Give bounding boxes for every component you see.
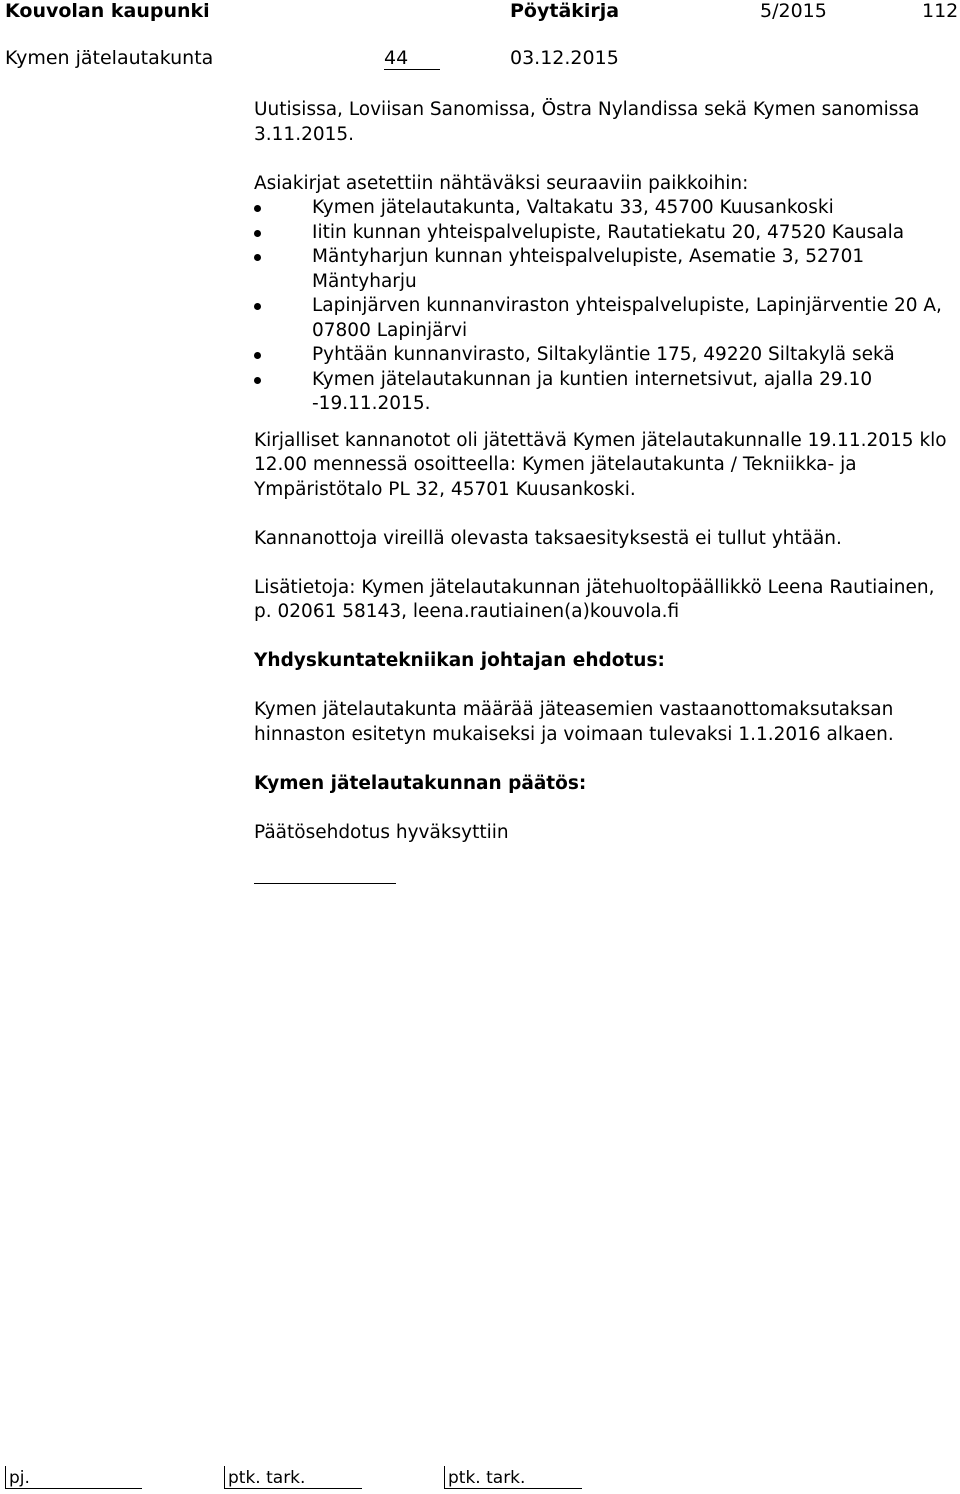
- section-number: 44: [384, 47, 440, 70]
- decision-text: Päätösehdotus hyväksyttiin: [254, 821, 509, 843]
- intro-paragraph: Uutisissa, Loviisan Sanomissa, Östra Nylandissa sekä Kymen sanomissa 3.11.2015.: [254, 99, 920, 145]
- proposal-text: Kymen jätelautakunta määrää jäteasemien vastaanottomaksutaksan hinnaston esitetyn mukaiseksi ja voimaan tulevaksi 1.1.2016 alkaen.: [254, 699, 894, 745]
- document-number: 5/2015: [760, 0, 827, 22]
- bullet-icon: [254, 230, 261, 237]
- bullet-icon: [254, 254, 261, 261]
- chair-label: pj.: [9, 1468, 30, 1488]
- bullet-icon: [254, 303, 261, 310]
- no-statements-paragraph: Kannanottoja vireillä olevasta taksaesityksestä ei tullut yhtään.: [254, 527, 842, 549]
- bullet-icon: [254, 205, 261, 212]
- list-item: Pyhtään kunnanvirasto, Siltakyläntie 175, 49220 Siltakylä sekä: [254, 343, 954, 368]
- bullet-icon: [254, 377, 261, 384]
- document-body: [254, 98, 954, 884]
- committee-name: Kymen jätelautakunta: [5, 47, 214, 69]
- decision-heading: Kymen jätelautakunnan päätös:: [254, 772, 587, 794]
- document-type: Pöytäkirja: [510, 0, 620, 22]
- locations-list: [254, 196, 954, 417]
- list-item: Iitin kunnan yhteispalvelupiste, Rautatiekatu 20, 47520 Kausala: [254, 221, 954, 246]
- list-item: Mäntyharjun kunnan yhteispalvelupiste, Asematie 3, 52701 Mäntyharju: [254, 245, 954, 294]
- list-item: Kymen jätelautakunnan ja kuntien internetsivut, ajalla 29.10 -19.11.2015.: [254, 368, 954, 417]
- footer: [0, 1466, 960, 1490]
- bullet-icon: [254, 352, 261, 359]
- list-item: Lapinjärven kunnanviraston yhteispalvelupiste, Lapinjärventie 20 A, 07800 Lapinjärvi: [254, 294, 954, 343]
- locations-intro: Asiakirjat asetettiin nähtäväksi seuraaviin paikkoihin:: [254, 172, 749, 194]
- page-number: 112: [922, 0, 959, 22]
- list-item: Kymen jätelautakunta, Valtakatu 33, 45700 Kuusankoski: [254, 196, 954, 221]
- proposal-heading: Yhdyskuntatekniikan johtajan ehdotus:: [254, 650, 665, 671]
- statements-paragraph: Kirjalliset kannanotot oli jätettävä Kymen jätelautakunnalle 19.11.2015 klo 12.00 mennessä osoitteella: Kymen jätelautakunta / Tekniikka- ja Ympäristötalo PL 32, 45701 Kuusankoski.: [254, 429, 947, 500]
- info-paragraph: Lisätietoja: Kymen jätelautakunnan jätehuoltopäällikkö Leena Rautiainen, p. 02061 58143, leena.rautiainen(a)kouvola.fi: [254, 576, 935, 622]
- meeting-date: 03.12.2015: [510, 47, 619, 69]
- checker2-label: ptk. tark.: [448, 1468, 526, 1488]
- checker1-label: ptk. tark.: [228, 1468, 306, 1488]
- signature-line: [254, 883, 396, 884]
- organization-name: Kouvolan kaupunki: [5, 0, 210, 22]
